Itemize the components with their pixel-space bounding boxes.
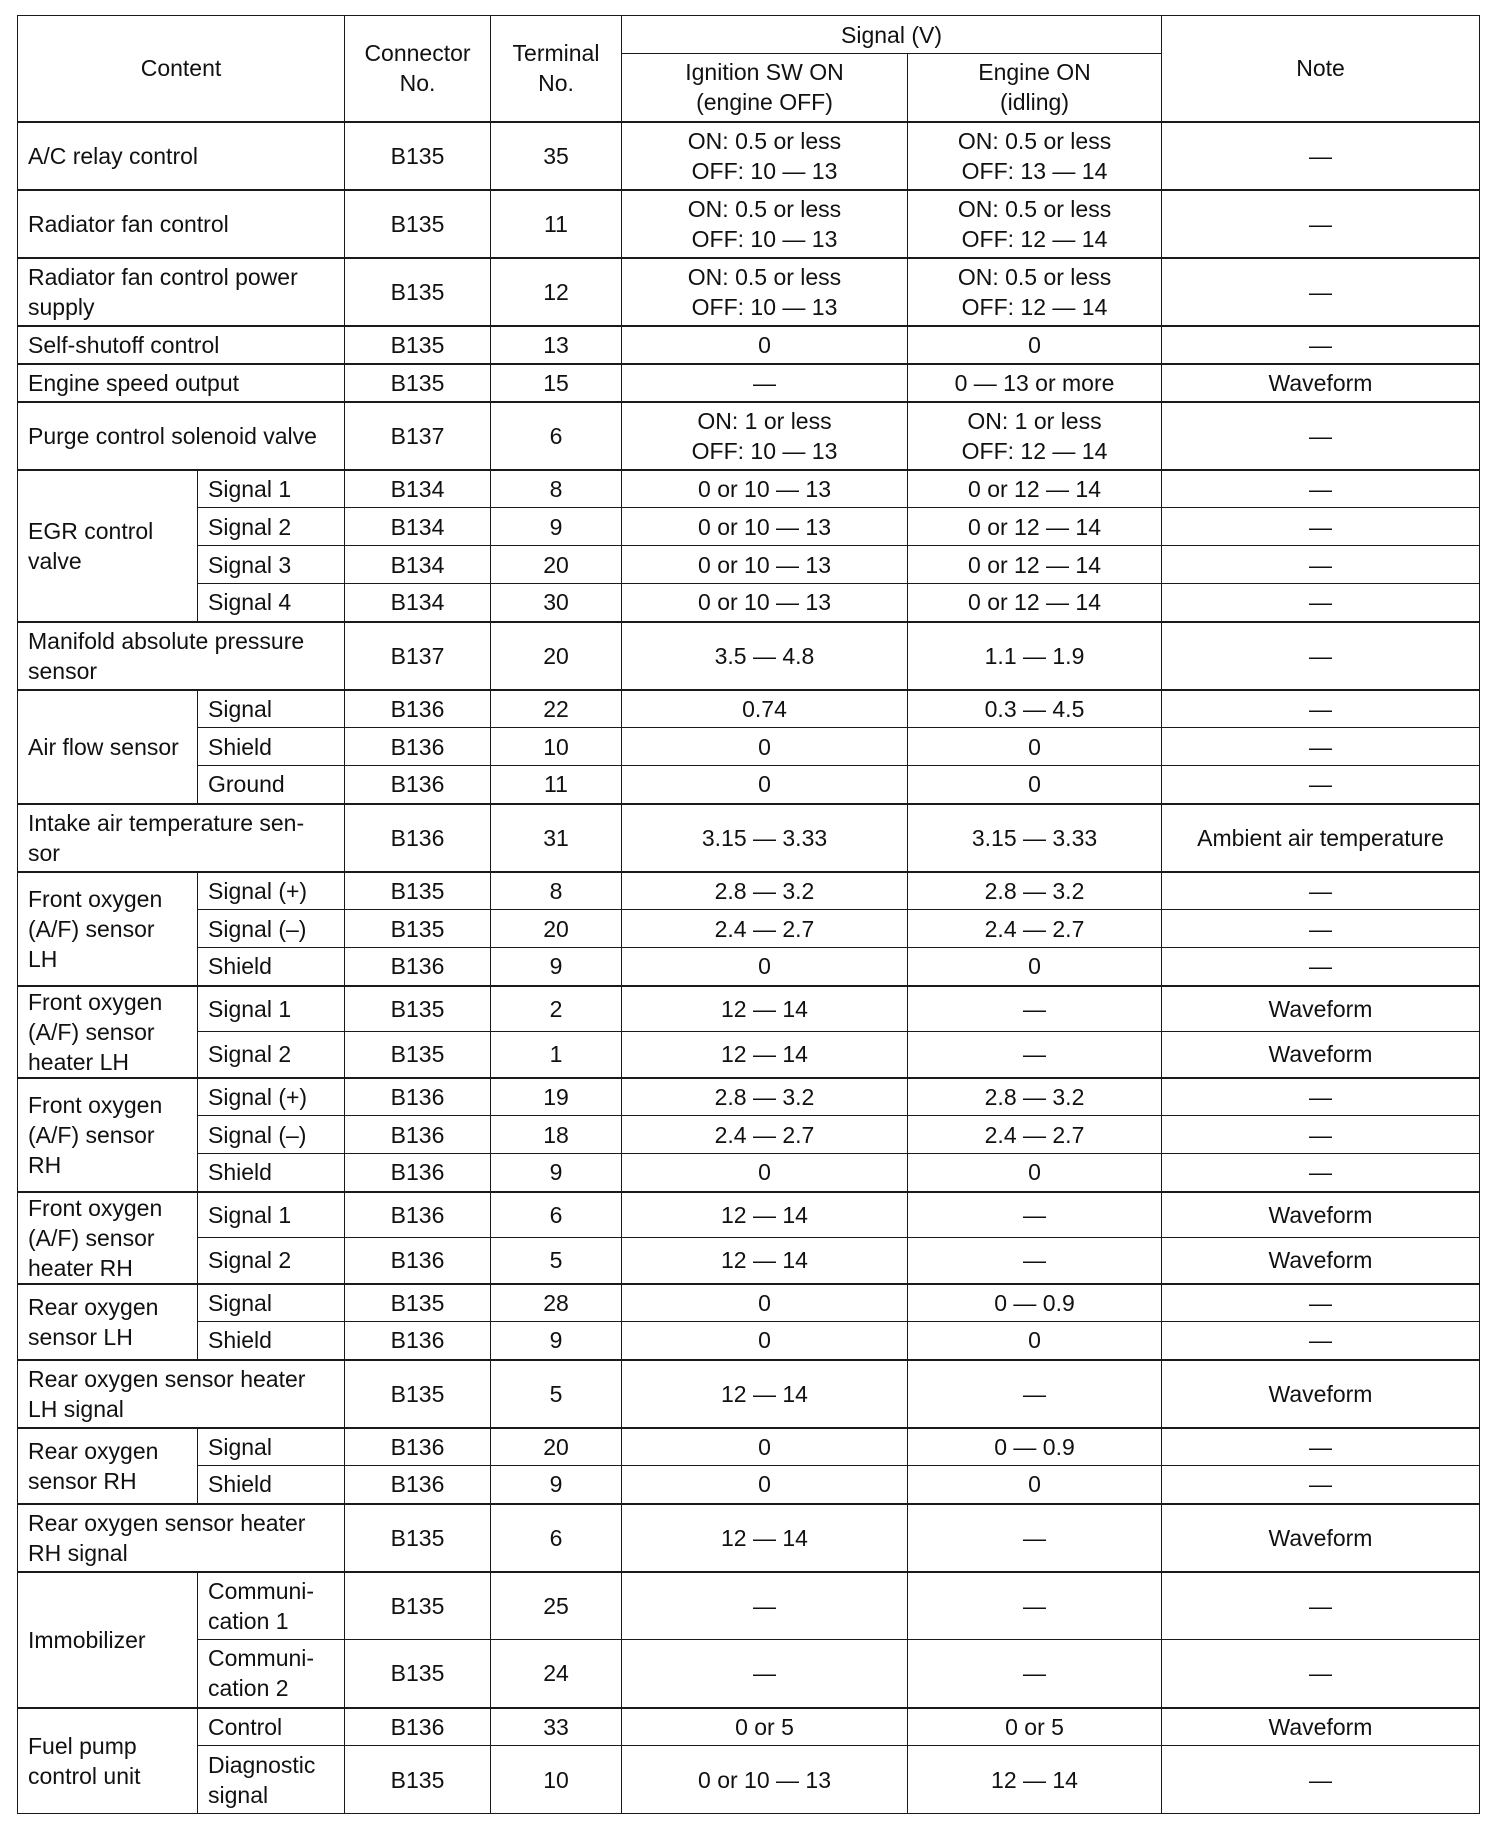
table-row: [18, 690, 1480, 728]
note: —: [1162, 1078, 1480, 1116]
note: —: [1162, 690, 1480, 728]
content-sub-label: Signal (–): [198, 1116, 345, 1154]
header-signal-v: Signal (V): [622, 16, 1162, 54]
connector-no: B136: [345, 1708, 491, 1746]
terminal-no: 20: [491, 622, 622, 690]
note: —: [1162, 258, 1480, 326]
terminal-no: 11: [491, 190, 622, 258]
connector-no: B135: [345, 122, 491, 190]
signal-engine-on: —: [908, 1360, 1162, 1428]
connector-no: B135: [345, 1360, 491, 1428]
signal-engine-on: ON: 1 or less OFF: 12 — 14: [908, 402, 1162, 470]
connector-no: B137: [345, 402, 491, 470]
header-engine-on: Engine ON (idling): [908, 54, 1162, 122]
table-row: [18, 986, 1480, 1032]
terminal-no: 20: [491, 546, 622, 584]
table-row: [18, 1078, 1480, 1116]
content-label: Engine speed output: [18, 364, 345, 402]
note: —: [1162, 546, 1480, 584]
terminal-no: 9: [491, 1322, 622, 1360]
connector-no: B136: [345, 1428, 491, 1466]
signal-engine-on: 0 or 5: [908, 1708, 1162, 1746]
signal-ignition-on: 0 or 10 — 13: [622, 546, 908, 584]
content-label: Rear oxygen sensor heater LH signal: [18, 1360, 345, 1428]
table-row: [18, 508, 1480, 546]
content-sub-label: Signal 2: [198, 1032, 345, 1078]
note: Waveform: [1162, 986, 1480, 1032]
signal-engine-on: —: [908, 1504, 1162, 1572]
table-row: [18, 766, 1480, 804]
table-row: [18, 1192, 1480, 1238]
terminal-no: 20: [491, 1428, 622, 1466]
connector-no: B136: [345, 1078, 491, 1116]
content-group-label: Air flow sensor: [18, 690, 198, 804]
note: —: [1162, 1116, 1480, 1154]
connector-no: B135: [345, 1746, 491, 1814]
terminal-no: 6: [491, 1504, 622, 1572]
note: —: [1162, 326, 1480, 364]
signal-ignition-on: ON: 1 or less OFF: 10 — 13: [622, 402, 908, 470]
header-content: Content: [18, 16, 345, 122]
connector-no: B136: [345, 1238, 491, 1284]
signal-engine-on: 0 — 13 or more: [908, 364, 1162, 402]
table-row: [18, 1284, 1480, 1322]
signal-ignition-on: 0 or 10 — 13: [622, 584, 908, 622]
note: —: [1162, 470, 1480, 508]
signal-engine-on: 1.1 — 1.9: [908, 622, 1162, 690]
table-row: [18, 1504, 1480, 1572]
table-row: [18, 1428, 1480, 1466]
table-row: [18, 1572, 1480, 1640]
content-group-label: Fuel pump control unit: [18, 1708, 198, 1814]
content-group-label: Rear oxygen sensor LH: [18, 1284, 198, 1360]
content-sub-label: Shield: [198, 948, 345, 986]
content-sub-label: Signal: [198, 1428, 345, 1466]
note: —: [1162, 1640, 1480, 1708]
terminal-no: 11: [491, 766, 622, 804]
header-terminal-no: Terminal No.: [491, 16, 622, 122]
content-sub-label: Shield: [198, 1154, 345, 1192]
signal-engine-on: 0: [908, 948, 1162, 986]
table-row: [18, 1238, 1480, 1284]
connector-no: B135: [345, 986, 491, 1032]
connector-no: B135: [345, 258, 491, 326]
signal-ignition-on: 12 — 14: [622, 1192, 908, 1238]
content-sub-label: Signal 4: [198, 584, 345, 622]
content-sub-label: Diagnostic signal: [198, 1746, 345, 1814]
connector-no: B135: [345, 190, 491, 258]
signal-ignition-on: 0: [622, 1154, 908, 1192]
signal-ignition-on: 0 or 10 — 13: [622, 1746, 908, 1814]
content-label: Radiator fan control: [18, 190, 345, 258]
terminal-no: 9: [491, 508, 622, 546]
content-sub-label: Signal 1: [198, 986, 345, 1032]
signal-ignition-on: 0: [622, 326, 908, 364]
content-sub-label: Signal 1: [198, 470, 345, 508]
signal-ignition-on: 0: [622, 948, 908, 986]
signal-ignition-on: 12 — 14: [622, 1238, 908, 1284]
terminal-no: 31: [491, 804, 622, 872]
terminal-no: 9: [491, 1154, 622, 1192]
connector-no: B136: [345, 948, 491, 986]
signal-engine-on: ON: 0.5 or less OFF: 12 — 14: [908, 190, 1162, 258]
terminal-no: 24: [491, 1640, 622, 1708]
table-row: [18, 258, 1480, 326]
signal-engine-on: 0: [908, 1322, 1162, 1360]
signal-engine-on: —: [908, 986, 1162, 1032]
note: Ambient air temperature: [1162, 804, 1480, 872]
content-sub-label: Signal 2: [198, 508, 345, 546]
content-sub-label: Signal (–): [198, 910, 345, 948]
signal-engine-on: 0 or 12 — 14: [908, 508, 1162, 546]
header-connector-no: Connector No.: [345, 16, 491, 122]
signal-ignition-on: 2.8 — 3.2: [622, 872, 908, 910]
note: —: [1162, 948, 1480, 986]
terminal-no: 18: [491, 1116, 622, 1154]
table-row: [18, 402, 1480, 470]
signal-engine-on: —: [908, 1572, 1162, 1640]
signal-engine-on: 0: [908, 1154, 1162, 1192]
note: —: [1162, 1572, 1480, 1640]
table-row: [18, 122, 1480, 190]
connector-no: B136: [345, 690, 491, 728]
table-row: [18, 470, 1480, 508]
signal-engine-on: 0 or 12 — 14: [908, 584, 1162, 622]
content-label: Radiator fan control power supply: [18, 258, 345, 326]
signal-engine-on: 0 or 12 — 14: [908, 546, 1162, 584]
header-ignition-sw-on: Ignition SW ON (engine OFF): [622, 54, 908, 122]
note: —: [1162, 872, 1480, 910]
connector-no: B135: [345, 326, 491, 364]
connector-no: B136: [345, 1322, 491, 1360]
content-sub-label: Shield: [198, 1466, 345, 1504]
signal-engine-on: —: [908, 1640, 1162, 1708]
note: —: [1162, 622, 1480, 690]
content-sub-label: Signal (+): [198, 872, 345, 910]
connector-no: B134: [345, 546, 491, 584]
terminal-no: 25: [491, 1572, 622, 1640]
note: —: [1162, 728, 1480, 766]
content-sub-label: Shield: [198, 1322, 345, 1360]
connector-no: B134: [345, 508, 491, 546]
signal-ignition-on: 0.74: [622, 690, 908, 728]
note: Waveform: [1162, 1238, 1480, 1284]
content-label: Intake air temperature sen- sor: [18, 804, 345, 872]
terminal-no: 30: [491, 584, 622, 622]
content-sub-label: Communi- cation 1: [198, 1572, 345, 1640]
signal-ignition-on: 0: [622, 766, 908, 804]
signal-engine-on: ON: 0.5 or less OFF: 12 — 14: [908, 258, 1162, 326]
content-sub-label: Signal: [198, 1284, 345, 1322]
signal-ignition-on: 0 or 5: [622, 1708, 908, 1746]
note: —: [1162, 1428, 1480, 1466]
connector-no: B136: [345, 1466, 491, 1504]
connector-no: B136: [345, 1116, 491, 1154]
content-label: Self-shutoff control: [18, 326, 345, 364]
terminal-no: 10: [491, 728, 622, 766]
table-row: [18, 1360, 1480, 1428]
connector-no: B136: [345, 728, 491, 766]
signal-ignition-on: —: [622, 1640, 908, 1708]
terminal-no: 35: [491, 122, 622, 190]
terminal-no: 15: [491, 364, 622, 402]
signal-engine-on: 0 or 12 — 14: [908, 470, 1162, 508]
content-group-label: Rear oxygen sensor RH: [18, 1428, 198, 1504]
table-row: [18, 546, 1480, 584]
connector-no: B136: [345, 1192, 491, 1238]
connector-no: B135: [345, 872, 491, 910]
connector-no: B137: [345, 622, 491, 690]
content-group-label: Front oxygen (A/F) sensor heater RH: [18, 1192, 198, 1284]
signal-ignition-on: 0: [622, 1284, 908, 1322]
connector-no: B135: [345, 1032, 491, 1078]
signal-ignition-on: —: [622, 1572, 908, 1640]
terminal-no: 5: [491, 1238, 622, 1284]
note: Waveform: [1162, 1504, 1480, 1572]
table-row: [18, 364, 1480, 402]
signal-ignition-on: ON: 0.5 or less OFF: 10 — 13: [622, 122, 908, 190]
content-sub-label: Signal: [198, 690, 345, 728]
table-row: [18, 1032, 1480, 1078]
signal-engine-on: 3.15 — 3.33: [908, 804, 1162, 872]
signal-ignition-on: 12 — 14: [622, 1504, 908, 1572]
content-sub-label: Signal 3: [198, 546, 345, 584]
signal-ignition-on: 3.15 — 3.33: [622, 804, 908, 872]
connector-no: B135: [345, 1640, 491, 1708]
table-row: [18, 1154, 1480, 1192]
signal-engine-on: 0: [908, 326, 1162, 364]
note: —: [1162, 508, 1480, 546]
table-row: [18, 910, 1480, 948]
connector-no: B135: [345, 1284, 491, 1322]
table-row: [18, 1708, 1480, 1746]
signal-ignition-on: 0: [622, 1466, 908, 1504]
signal-ignition-on: 0: [622, 1322, 908, 1360]
signal-engine-on: —: [908, 1238, 1162, 1284]
note: —: [1162, 584, 1480, 622]
signal-ignition-on: 2.4 — 2.7: [622, 910, 908, 948]
signal-ignition-on: 0 or 10 — 13: [622, 508, 908, 546]
content-sub-label: Ground: [198, 766, 345, 804]
note: —: [1162, 190, 1480, 258]
signal-engine-on: 0: [908, 728, 1162, 766]
content-group-label: Front oxygen (A/F) sensor heater LH: [18, 986, 198, 1078]
signal-engine-on: 2.8 — 3.2: [908, 872, 1162, 910]
note: Waveform: [1162, 364, 1480, 402]
signal-ignition-on: 2.8 — 3.2: [622, 1078, 908, 1116]
terminal-no: 5: [491, 1360, 622, 1428]
connector-no: B135: [345, 1504, 491, 1572]
terminal-no: 10: [491, 1746, 622, 1814]
signal-ignition-on: 2.4 — 2.7: [622, 1116, 908, 1154]
signal-table-sheet: [17, 15, 1479, 1814]
content-sub-label: Signal 2: [198, 1238, 345, 1284]
table-row: [18, 584, 1480, 622]
content-sub-label: Control: [198, 1708, 345, 1746]
connector-no: B135: [345, 364, 491, 402]
terminal-no: 1: [491, 1032, 622, 1078]
note: —: [1162, 910, 1480, 948]
content-label: Rear oxygen sensor heater RH signal: [18, 1504, 345, 1572]
connector-no: B136: [345, 766, 491, 804]
signal-engine-on: 0 — 0.9: [908, 1284, 1162, 1322]
content-sub-label: Communi- cation 2: [198, 1640, 345, 1708]
content-group-label: Front oxygen (A/F) sensor LH: [18, 872, 198, 986]
connector-no: B135: [345, 910, 491, 948]
terminal-no: 13: [491, 326, 622, 364]
table-row: [18, 948, 1480, 986]
signal-engine-on: 0: [908, 1466, 1162, 1504]
note: Waveform: [1162, 1192, 1480, 1238]
terminal-no: 19: [491, 1078, 622, 1116]
signal-ignition-on: ON: 0.5 or less OFF: 10 — 13: [622, 190, 908, 258]
table-row: [18, 622, 1480, 690]
connector-no: B135: [345, 1572, 491, 1640]
table-row: [18, 190, 1480, 258]
signal-engine-on: 2.4 — 2.7: [908, 910, 1162, 948]
signal-ignition-on: ON: 0.5 or less OFF: 10 — 13: [622, 258, 908, 326]
content-label: Purge control solenoid valve: [18, 402, 345, 470]
terminal-no: 6: [491, 402, 622, 470]
terminal-no: 8: [491, 872, 622, 910]
note: —: [1162, 1154, 1480, 1192]
note: —: [1162, 1284, 1480, 1322]
signal-engine-on: ON: 0.5 or less OFF: 13 — 14: [908, 122, 1162, 190]
table-row: [18, 1322, 1480, 1360]
table-row: [18, 872, 1480, 910]
note: Waveform: [1162, 1360, 1480, 1428]
content-group-label: EGR control valve: [18, 470, 198, 622]
header-note: Note: [1162, 16, 1480, 122]
signal-engine-on: —: [908, 1192, 1162, 1238]
terminal-no: 6: [491, 1192, 622, 1238]
signal-ignition-on: 12 — 14: [622, 1360, 908, 1428]
connector-no: B134: [345, 470, 491, 508]
note: Waveform: [1162, 1032, 1480, 1078]
note: —: [1162, 402, 1480, 470]
terminal-no: 20: [491, 910, 622, 948]
table-row: [18, 326, 1480, 364]
content-sub-label: Shield: [198, 728, 345, 766]
signal-ignition-on: 0: [622, 1428, 908, 1466]
signal-engine-on: 2.8 — 3.2: [908, 1078, 1162, 1116]
table-row: [18, 1116, 1480, 1154]
signal-ignition-on: 3.5 — 4.8: [622, 622, 908, 690]
signal-engine-on: 12 — 14: [908, 1746, 1162, 1814]
content-sub-label: Signal 1: [198, 1192, 345, 1238]
table-row: [18, 804, 1480, 872]
note: —: [1162, 122, 1480, 190]
signal-engine-on: 0 — 0.9: [908, 1428, 1162, 1466]
content-label: A/C relay control: [18, 122, 345, 190]
note: —: [1162, 1322, 1480, 1360]
table-body: [18, 122, 1480, 1814]
terminal-no: 12: [491, 258, 622, 326]
connector-no: B136: [345, 804, 491, 872]
signal-ignition-on: 0: [622, 728, 908, 766]
note: —: [1162, 1466, 1480, 1504]
table-row: [18, 1466, 1480, 1504]
terminal-no: 28: [491, 1284, 622, 1322]
note: Waveform: [1162, 1708, 1480, 1746]
terminal-no: 2: [491, 986, 622, 1032]
terminal-no: 9: [491, 1466, 622, 1504]
signal-ignition-on: 12 — 14: [622, 1032, 908, 1078]
content-group-label: Front oxygen (A/F) sensor RH: [18, 1078, 198, 1192]
signal-engine-on: 2.4 — 2.7: [908, 1116, 1162, 1154]
table-row: [18, 728, 1480, 766]
table-row: [18, 1746, 1480, 1814]
signal-engine-on: 0.3 — 4.5: [908, 690, 1162, 728]
signal-ignition-on: 0 or 10 — 13: [622, 470, 908, 508]
content-group-label: Immobilizer: [18, 1572, 198, 1708]
terminal-no: 22: [491, 690, 622, 728]
note: —: [1162, 766, 1480, 804]
content-label: Manifold absolute pressure sensor: [18, 622, 345, 690]
terminal-no: 8: [491, 470, 622, 508]
note: —: [1162, 1746, 1480, 1814]
signal-engine-on: —: [908, 1032, 1162, 1078]
terminal-no: 33: [491, 1708, 622, 1746]
content-sub-label: Signal (+): [198, 1078, 345, 1116]
signal-ignition-on: 12 — 14: [622, 986, 908, 1032]
connector-no: B134: [345, 584, 491, 622]
signal-ignition-on: —: [622, 364, 908, 402]
table-row: [18, 1640, 1480, 1708]
ecm-terminal-signal-table: [17, 15, 1480, 1814]
signal-engine-on: 0: [908, 766, 1162, 804]
terminal-no: 9: [491, 948, 622, 986]
connector-no: B136: [345, 1154, 491, 1192]
